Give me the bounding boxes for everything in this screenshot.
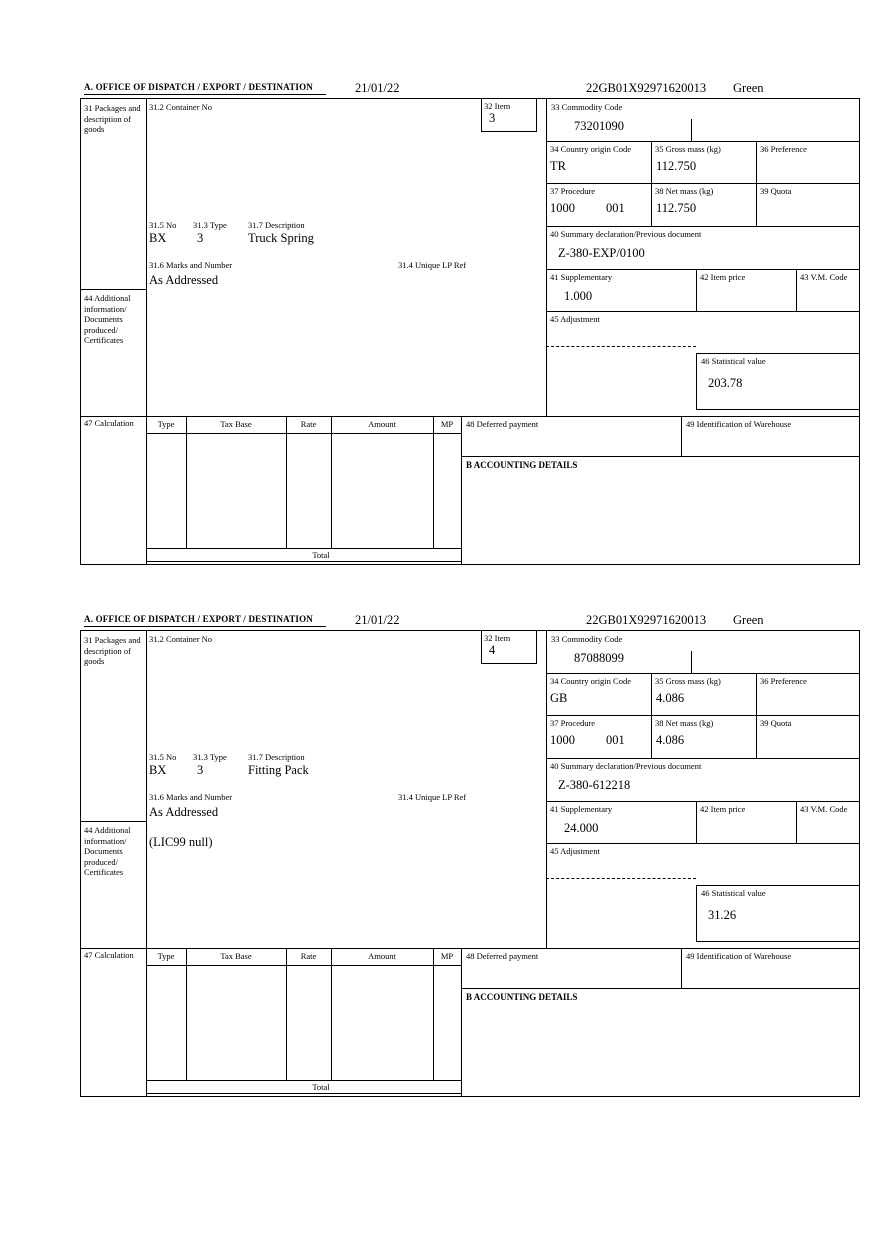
commodity-code-mark	[691, 651, 692, 673]
packages-type-label: 31.3 Type	[193, 752, 227, 762]
grid-line	[696, 353, 697, 409]
grid-line	[696, 409, 859, 410]
marks-and-number-label: 31.6 Marks and Number	[149, 792, 233, 802]
grid-line	[433, 416, 434, 548]
grid-line	[186, 416, 187, 548]
grid-line	[461, 416, 462, 564]
vm-code-label: 43 V.M. Code	[800, 272, 848, 282]
grid-line	[186, 948, 187, 1080]
quota-label: 39 Quota	[760, 718, 792, 728]
grid-line	[546, 269, 859, 270]
office-of-dispatch-label: A. OFFICE OF DISPATCH / EXPORT / DESTINATION	[84, 614, 326, 627]
summary-declaration-label: 40 Summary declaration/Previous document	[550, 761, 702, 771]
grid-line	[481, 663, 537, 664]
grid-line	[286, 416, 287, 548]
grid-line	[461, 948, 462, 1096]
grid-line	[651, 673, 652, 758]
grid-line	[81, 948, 859, 949]
grid-line	[536, 99, 537, 131]
gross-mass: 4.086	[656, 691, 685, 705]
commodity-code-label: 33 Commodity Code	[551, 634, 623, 644]
description-label: 31.7 Description	[248, 220, 305, 230]
supplementary-units: 24.000	[564, 821, 599, 835]
dashed-divider	[546, 346, 696, 347]
item-number: 3	[489, 111, 496, 125]
country-origin-label: 34 Country origin Code	[550, 676, 631, 686]
summary-declaration-label: 40 Summary declaration/Previous document	[550, 229, 702, 239]
column-rate-label: Rate	[300, 419, 317, 429]
procedure-label: 37 Procedure	[550, 186, 596, 196]
item-label: 32 Item	[484, 101, 511, 111]
grid-line	[696, 885, 697, 941]
column-type-label: Type	[157, 951, 175, 961]
grid-line	[546, 226, 859, 227]
grid-line	[696, 801, 697, 843]
gross-mass-label: 35 Gross mass (kg)	[655, 676, 721, 686]
grid-line	[146, 561, 461, 562]
grid-line	[546, 801, 859, 802]
grid-line	[461, 988, 859, 989]
previous-document: Z-380-EXP/0100	[558, 246, 645, 260]
grid-line	[481, 99, 482, 131]
column-mp-label: MP	[440, 419, 454, 429]
unique-lp-ref-label: 31.4 Unique LP Ref	[398, 792, 467, 802]
item-price-label: 42 Item price	[700, 804, 746, 814]
item-form-box	[80, 98, 860, 565]
calculation-label: 47 Calculation	[84, 418, 134, 428]
container-no-label: 31.2 Container No	[149, 634, 213, 644]
routing-status: Green	[733, 81, 764, 95]
grid-line	[796, 269, 797, 311]
statistical-value-label: 46 Statistical value	[701, 888, 766, 898]
calculation-label: 47 Calculation	[84, 950, 134, 960]
procedure-code: 1000	[550, 733, 575, 747]
total-label: Total	[312, 1082, 330, 1092]
packages-description-label: 31 Packages and description of goods	[84, 103, 141, 134]
net-mass-label: 38 Net mass (kg)	[655, 186, 714, 196]
net-mass-label: 38 Net mass (kg)	[655, 718, 714, 728]
quota-label: 39 Quota	[760, 186, 792, 196]
vm-code-label: 43 V.M. Code	[800, 804, 848, 814]
additional-information: (LIC99 null)	[149, 835, 213, 849]
grid-line	[331, 416, 332, 548]
grid-line	[756, 141, 757, 226]
grid-line	[681, 416, 682, 456]
deferred-payment-label: 48 Deferred payment	[466, 951, 539, 961]
previous-document: Z-380-612218	[558, 778, 631, 792]
grid-line	[146, 965, 461, 966]
column-tax-base-label: Tax Base	[220, 951, 252, 961]
marks-and-numbers: As Addressed	[149, 805, 219, 819]
grid-line	[146, 1080, 461, 1081]
column-amount-label: Amount	[368, 951, 396, 961]
grid-line	[433, 948, 434, 1080]
column-mp-label: MP	[440, 951, 454, 961]
packages-no-label: 31.5 No	[149, 220, 177, 230]
commodity-code: 73201090	[574, 119, 624, 133]
packages-type: 3	[197, 763, 204, 777]
column-tax-base-label: Tax Base	[220, 419, 252, 429]
supplementary-label: 41 Supplementary	[550, 804, 613, 814]
supplementary-units: 1.000	[564, 289, 593, 303]
declaration-reference: 22GB01X92971620013	[586, 613, 707, 627]
goods-description: Truck Spring	[248, 231, 314, 245]
grid-line	[146, 99, 147, 564]
description-label: 31.7 Description	[248, 752, 305, 762]
item-number: 4	[489, 643, 496, 657]
warehouse-id-label: 49 Identification of Warehouse	[686, 951, 792, 961]
grid-line	[546, 758, 859, 759]
additional-information-label: 44 Additional information/ Documents produced/ Certificates	[84, 293, 131, 345]
column-amount-label: Amount	[368, 419, 396, 429]
total-label: Total	[312, 550, 330, 560]
routing-status: Green	[733, 613, 764, 627]
adjustment-label: 45 Adjustment	[550, 314, 600, 324]
unique-lp-ref-label: 31.4 Unique LP Ref	[398, 260, 467, 270]
grid-line	[696, 353, 859, 354]
commodity-code-label: 33 Commodity Code	[551, 102, 623, 112]
preference-label: 36 Preference	[760, 144, 807, 154]
grid-line	[546, 141, 859, 142]
preference-label: 36 Preference	[760, 676, 807, 686]
dashed-divider	[546, 878, 547, 948]
procedure-label: 37 Procedure	[550, 718, 596, 728]
grid-line	[546, 183, 859, 184]
accounting-details-label: B ACCOUNTING DETAILS	[466, 992, 578, 1002]
declaration-date: 21/01/22	[355, 81, 400, 95]
grid-line	[681, 948, 682, 988]
grid-line	[546, 673, 859, 674]
statistical-value-label: 46 Statistical value	[701, 356, 766, 366]
container-no-label: 31.2 Container No	[149, 102, 213, 112]
grid-line	[461, 456, 859, 457]
grid-line	[696, 885, 859, 886]
deferred-payment-label: 48 Deferred payment	[466, 419, 539, 429]
grid-line	[651, 141, 652, 226]
grid-line	[146, 433, 461, 434]
grid-line	[546, 311, 859, 312]
net-mass: 112.750	[656, 201, 697, 215]
packages-description-label: 31 Packages and description of goods	[84, 635, 141, 666]
grid-line	[286, 948, 287, 1080]
country-of-origin: GB	[550, 691, 568, 705]
goods-description: Fitting Pack	[248, 763, 309, 777]
packages-type-label: 31.3 Type	[193, 220, 227, 230]
gross-mass: 112.750	[656, 159, 697, 173]
declaration-item-block	[80, 82, 861, 566]
packages-no-label: 31.5 No	[149, 752, 177, 762]
procedure-code-extra: 001	[606, 201, 625, 215]
warehouse-id-label: 49 Identification of Warehouse	[686, 419, 792, 429]
grid-line	[536, 631, 537, 663]
grid-line	[81, 821, 146, 822]
office-of-dispatch-label: A. OFFICE OF DISPATCH / EXPORT / DESTINATION	[84, 82, 326, 95]
item-form-box	[80, 630, 860, 1097]
grid-line	[696, 941, 859, 942]
grid-line	[481, 131, 537, 132]
adjustment-label: 45 Adjustment	[550, 846, 600, 856]
grid-line	[81, 289, 146, 290]
dashed-divider	[546, 346, 547, 416]
grid-line	[146, 548, 461, 549]
net-mass: 4.086	[656, 733, 685, 747]
declaration-date: 21/01/22	[355, 613, 400, 627]
grid-line	[756, 673, 757, 758]
statistical-value: 203.78	[708, 376, 743, 390]
column-type-label: Type	[157, 419, 175, 429]
packages-number: BX	[149, 231, 167, 245]
dashed-divider	[546, 878, 696, 879]
packages-number: BX	[149, 763, 167, 777]
grid-line	[146, 1093, 461, 1094]
packages-type: 3	[197, 231, 204, 245]
grid-line	[331, 948, 332, 1080]
grid-line	[546, 715, 859, 716]
marks-and-number-label: 31.6 Marks and Number	[149, 260, 233, 270]
grid-line	[146, 631, 147, 1096]
item-label: 32 Item	[484, 633, 511, 643]
marks-and-numbers: As Addressed	[149, 273, 219, 287]
statistical-value: 31.26	[708, 908, 737, 922]
procedure-code-extra: 001	[606, 733, 625, 747]
accounting-details-label: B ACCOUNTING DETAILS	[466, 460, 578, 470]
grid-line	[481, 631, 482, 663]
grid-line	[696, 269, 697, 311]
grid-line	[546, 843, 859, 844]
grid-line	[81, 416, 859, 417]
column-rate-label: Rate	[300, 951, 317, 961]
procedure-code: 1000	[550, 201, 575, 215]
additional-information-label: 44 Additional information/ Documents produced/ Certificates	[84, 825, 131, 877]
supplementary-label: 41 Supplementary	[550, 272, 613, 282]
commodity-code-mark	[691, 119, 692, 141]
gross-mass-label: 35 Gross mass (kg)	[655, 144, 721, 154]
grid-line	[796, 801, 797, 843]
country-of-origin: TR	[550, 159, 566, 173]
country-origin-label: 34 Country origin Code	[550, 144, 631, 154]
item-price-label: 42 Item price	[700, 272, 746, 282]
commodity-code: 87088099	[574, 651, 624, 665]
declaration-item-block	[80, 614, 861, 1098]
declaration-reference: 22GB01X92971620013	[586, 81, 707, 95]
